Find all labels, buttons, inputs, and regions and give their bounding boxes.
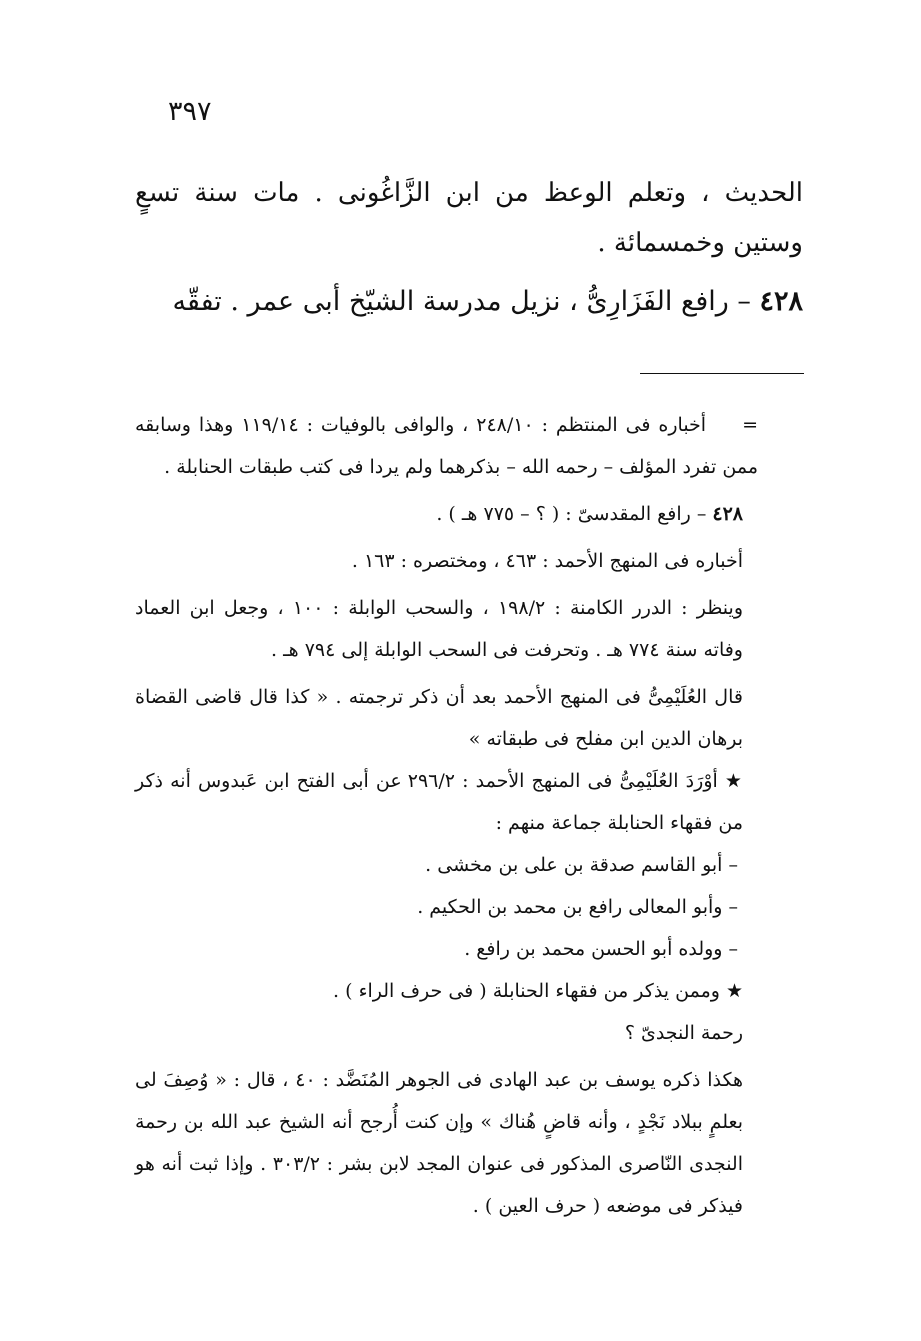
footnote-1 (135, 404, 803, 488)
footnote-list-item: – وولده أبو الحسن محمد بن رافع . (464, 938, 738, 960)
entry-number: ٤٢٨ (759, 286, 803, 317)
footnote-separator (640, 373, 804, 374)
footnote-4: وينظر : الدرر الكامنة : ١٩٨/٢ ، والسحب الوابلة : ١٠٠ ، وجعل ابن العماد وفاته سنة ٧٧٤ هـ . وتحرفت فى السحب الوابلة إلى ٧٩٤ هـ . (135, 597, 744, 661)
footnote-entry-heading (135, 493, 803, 535)
entry-text: رافع الفَزَارِىُّ ، نزيل مدرسة الشيّخ أبى عمر . تفقّه (172, 286, 729, 317)
page-number: ٣٩٧ (168, 96, 212, 127)
footnote-entry-number: ٤٢٨ (712, 503, 743, 525)
footnote-1-text: أخباره فى المنتظم : ٢٤٨/١٠ ، والوافى بالوفيات : ١١٩/١٤ وهذا وسابقه ممن تفرد المؤلف – رحمه الله – بذكرهما ولم يردا فى كتب طبقات الحنابلة . (135, 414, 758, 478)
footnote-3: أخباره فى المنهج الأحمد : ٤٦٣ ، ومختصره : ١٦٣ . (351, 550, 743, 572)
entry-heading (135, 280, 803, 324)
footnote-8: رحمة النجدىّ ؟ (624, 1022, 743, 1044)
footnote-entry-text: – رافع المقدسىّ : ( ؟ – ٧٧٥ هـ ) . (436, 503, 707, 525)
footnote-7: ★ وممن يذكر من فقهاء الحنابلة ( فى حرف الراء ) . (333, 980, 743, 1002)
footnote-5: قال العُلَيْمِىُّ فى المنهج الأحمد بعد أن ذكر ترجمته . « كذا قال قاضى القضاة برهان الدين ابن مفلح فى طبقاته » (135, 686, 743, 750)
footnote-list-item: – أبو القاسم صدقة بن على بن مخشى . (425, 854, 738, 876)
footnote-6: ★ أوْرَدَ العُلَيْمِىُّ فى المنهج الأحمد : ٢٩٦/٢ عن أبى الفتح ابن عَبدوس أنه ذكر من فقهاء الحنابلة جماعة منهم : (135, 770, 743, 834)
entry-dash: – (737, 286, 751, 317)
footnotes (135, 404, 803, 1227)
footnote-9: هكذا ذكره يوسف بن عبد الهادى فى الجوهر المُنَضَّد : ٤٠ ، قال : « وُصِفَ لى بعلمٍ ببلاد نَجْدٍ ، وأنه قاضٍ هُناك » وإن كنت أُرجح أنه الشيخ عبد الله بن رحمة النجدى النّاصرى المذكور فى عنوان المجد لابن بشر : ٣٠٣/٢ . وإذا ثبت أنه هو فيذكر فى موضعه ( حرف العين ) . (135, 1069, 743, 1217)
continuation-sign: = (742, 414, 758, 436)
footnote-list-item: – وأبو المعالى رافع بن محمد بن الحكيم . (417, 896, 738, 918)
main-paragraph: الحديث ، وتعلم الوعظ من ابن الزَّاغُونى . مات سنة تسعٍ وستين وخمسمائة . (135, 178, 803, 258)
